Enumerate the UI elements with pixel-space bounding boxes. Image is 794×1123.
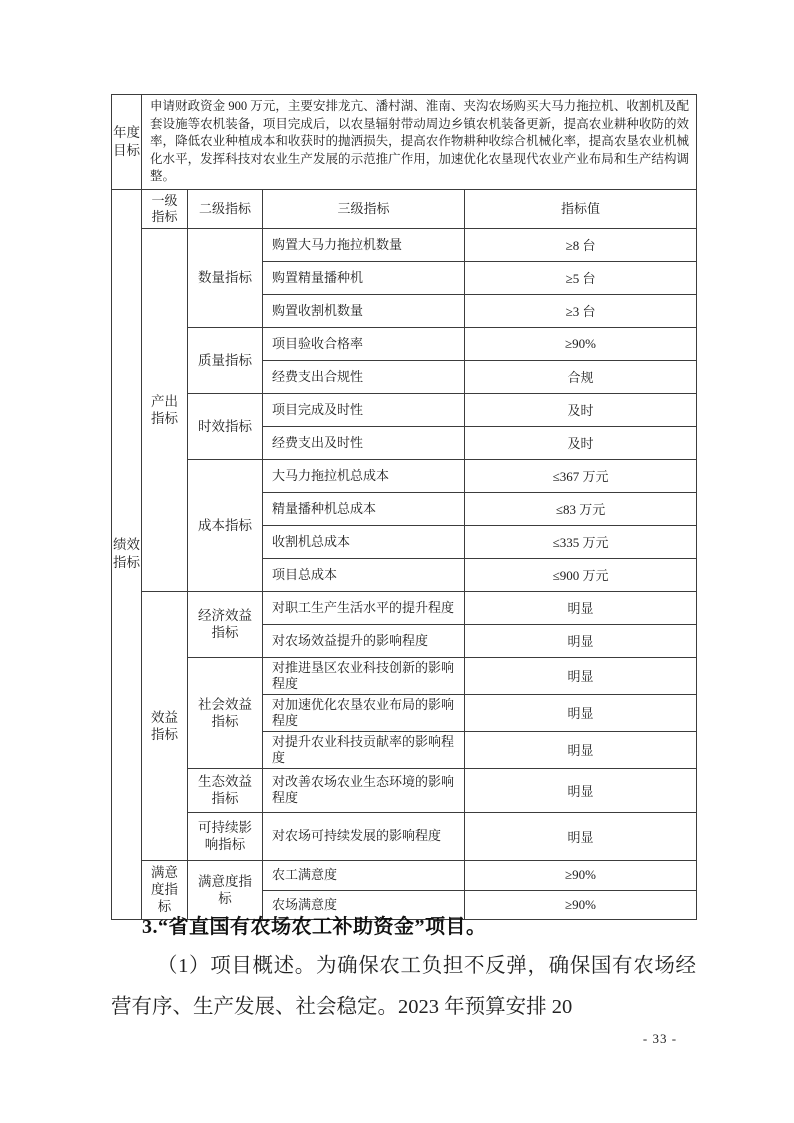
l3-indicator-cell: 项目完成及时性: [263, 393, 465, 426]
l3-indicator-cell: 农场满意度: [263, 890, 465, 919]
section-paragraph: （1）项目概述。为确保农工负担不反弹，确保国有农场经营有序、生产发展、社会稳定。2023 年预算安排 20: [111, 955, 696, 1018]
indicator-value-cell: 明显: [465, 657, 697, 694]
l3-indicator-cell: 对加速优化农垦农业布局的影响程度: [263, 694, 465, 731]
l3-indicator-cell: 经费支出及时性: [263, 426, 465, 459]
l1-satisfaction-cell: 满意度指标: [142, 860, 188, 919]
indicator-value-cell: ≤83 万元: [465, 492, 697, 525]
l3-indicator-cell: 购置大马力拖拉机数量: [263, 228, 465, 261]
indicator-value-cell: 明显: [465, 694, 697, 731]
indicator-value-cell: ≤900 万元: [465, 558, 697, 591]
l2-quality-cell: 质量指标: [188, 327, 263, 393]
l2-quantity-cell: 数量指标: [188, 228, 263, 327]
l3-indicator-cell: 项目验收合格率: [263, 327, 465, 360]
table-row: [112, 591, 697, 624]
annual-goal-row: [112, 95, 697, 190]
indicator-value-cell: ≥90%: [465, 327, 697, 360]
l1-benefit-cell: 效益指标: [142, 591, 188, 860]
indicator-value-cell: 明显: [465, 768, 697, 812]
indicator-header-row: [112, 189, 697, 228]
header-value: 指标值: [465, 189, 697, 228]
l3-indicator-cell: 经费支出合规性: [263, 360, 465, 393]
table-row: [112, 228, 697, 261]
page-number: - 33 -: [642, 1031, 678, 1046]
header-level3: 三级指标: [263, 189, 465, 228]
indicator-value-cell: 明显: [465, 731, 697, 768]
l3-indicator-cell: 对提升农业科技贡献率的影响程度: [263, 731, 465, 768]
l2-social-cell: 社会效益指标: [188, 657, 263, 768]
annual-goal-label: 年度目标: [112, 95, 142, 190]
table-row: [112, 860, 697, 890]
indicator-value-cell: ≥8 台: [465, 228, 697, 261]
l2-timeliness-cell: 时效指标: [188, 393, 263, 459]
indicator-value-cell: ≥90%: [465, 890, 697, 919]
indicator-value-cell: 明显: [465, 591, 697, 624]
header-level1: 一级指标: [142, 189, 188, 228]
table-row: [112, 327, 697, 360]
l3-indicator-cell: 对推进垦区农业科技创新的影响程度: [263, 657, 465, 694]
l3-indicator-cell: 精量播种机总成本: [263, 492, 465, 525]
l3-indicator-cell: 对农场可持续发展的影响程度: [263, 812, 465, 860]
indicator-value-cell: ≤335 万元: [465, 525, 697, 558]
indicator-value-cell: 及时: [465, 393, 697, 426]
l3-indicator-cell: 农工满意度: [263, 860, 465, 890]
l2-satisfaction-cell: 满意度指标: [188, 860, 263, 919]
header-level2: 二级指标: [188, 189, 263, 228]
table-row: [112, 812, 697, 860]
indicator-value-cell: 合规: [465, 360, 697, 393]
indicator-value-cell: ≥3 台: [465, 294, 697, 327]
l2-ecological-cell: 生态效益指标: [188, 768, 263, 812]
indicator-value-cell: 明显: [465, 812, 697, 860]
indicator-value-cell: 及时: [465, 426, 697, 459]
section-3: [111, 912, 696, 1028]
table-row: [112, 459, 697, 492]
l2-cost-cell: 成本指标: [188, 459, 263, 591]
l3-indicator-cell: 对改善农场农业生态环境的影响程度: [263, 768, 465, 812]
l3-indicator-cell: 收割机总成本: [263, 525, 465, 558]
l1-output-cell: 产出指标: [142, 228, 188, 591]
indicator-value-cell: ≤367 万元: [465, 459, 697, 492]
indicator-value-cell: ≥90%: [465, 860, 697, 890]
l2-sustainable-cell: 可持续影响指标: [188, 812, 263, 860]
table-row: [112, 768, 697, 812]
performance-table: [111, 94, 697, 920]
annual-goal-text: 申请财政资金 900 万元，主要安排龙亢、潘村湖、淮南、夹沟农场购买大马力拖拉机、收割机及配套设施等农机装备，项目完成后，以农垦辐射带动周边乡镇农机装备更新，提高农业耕种收防的效率，降低农业种植成本和收获时的抛洒损失，提高农作物耕种收综合机械化率，提高农垦农业机械化水平，发挥科技对农业生产发展的示范推广作用，加速优化农垦现代农业产业布局和生产结构调整。: [142, 95, 697, 190]
l3-indicator-cell: 购置精量播种机: [263, 261, 465, 294]
l3-indicator-cell: 购置收割机数量: [263, 294, 465, 327]
table-row: [112, 657, 697, 694]
indicator-value-cell: 明显: [465, 624, 697, 657]
performance-label: 绩效指标: [112, 189, 142, 919]
indicator-value-cell: ≥5 台: [465, 261, 697, 294]
l3-indicator-cell: 对职工生产生活水平的提升程度: [263, 591, 465, 624]
section-heading: 3.“省直国有农场农工补助资金”项目。: [142, 916, 487, 938]
table-row: [112, 393, 697, 426]
l3-indicator-cell: 项目总成本: [263, 558, 465, 591]
l3-indicator-cell: 大马力拖拉机总成本: [263, 459, 465, 492]
l2-economic-cell: 经济效益指标: [188, 591, 263, 657]
l3-indicator-cell: 对农场效益提升的影响程度: [263, 624, 465, 657]
